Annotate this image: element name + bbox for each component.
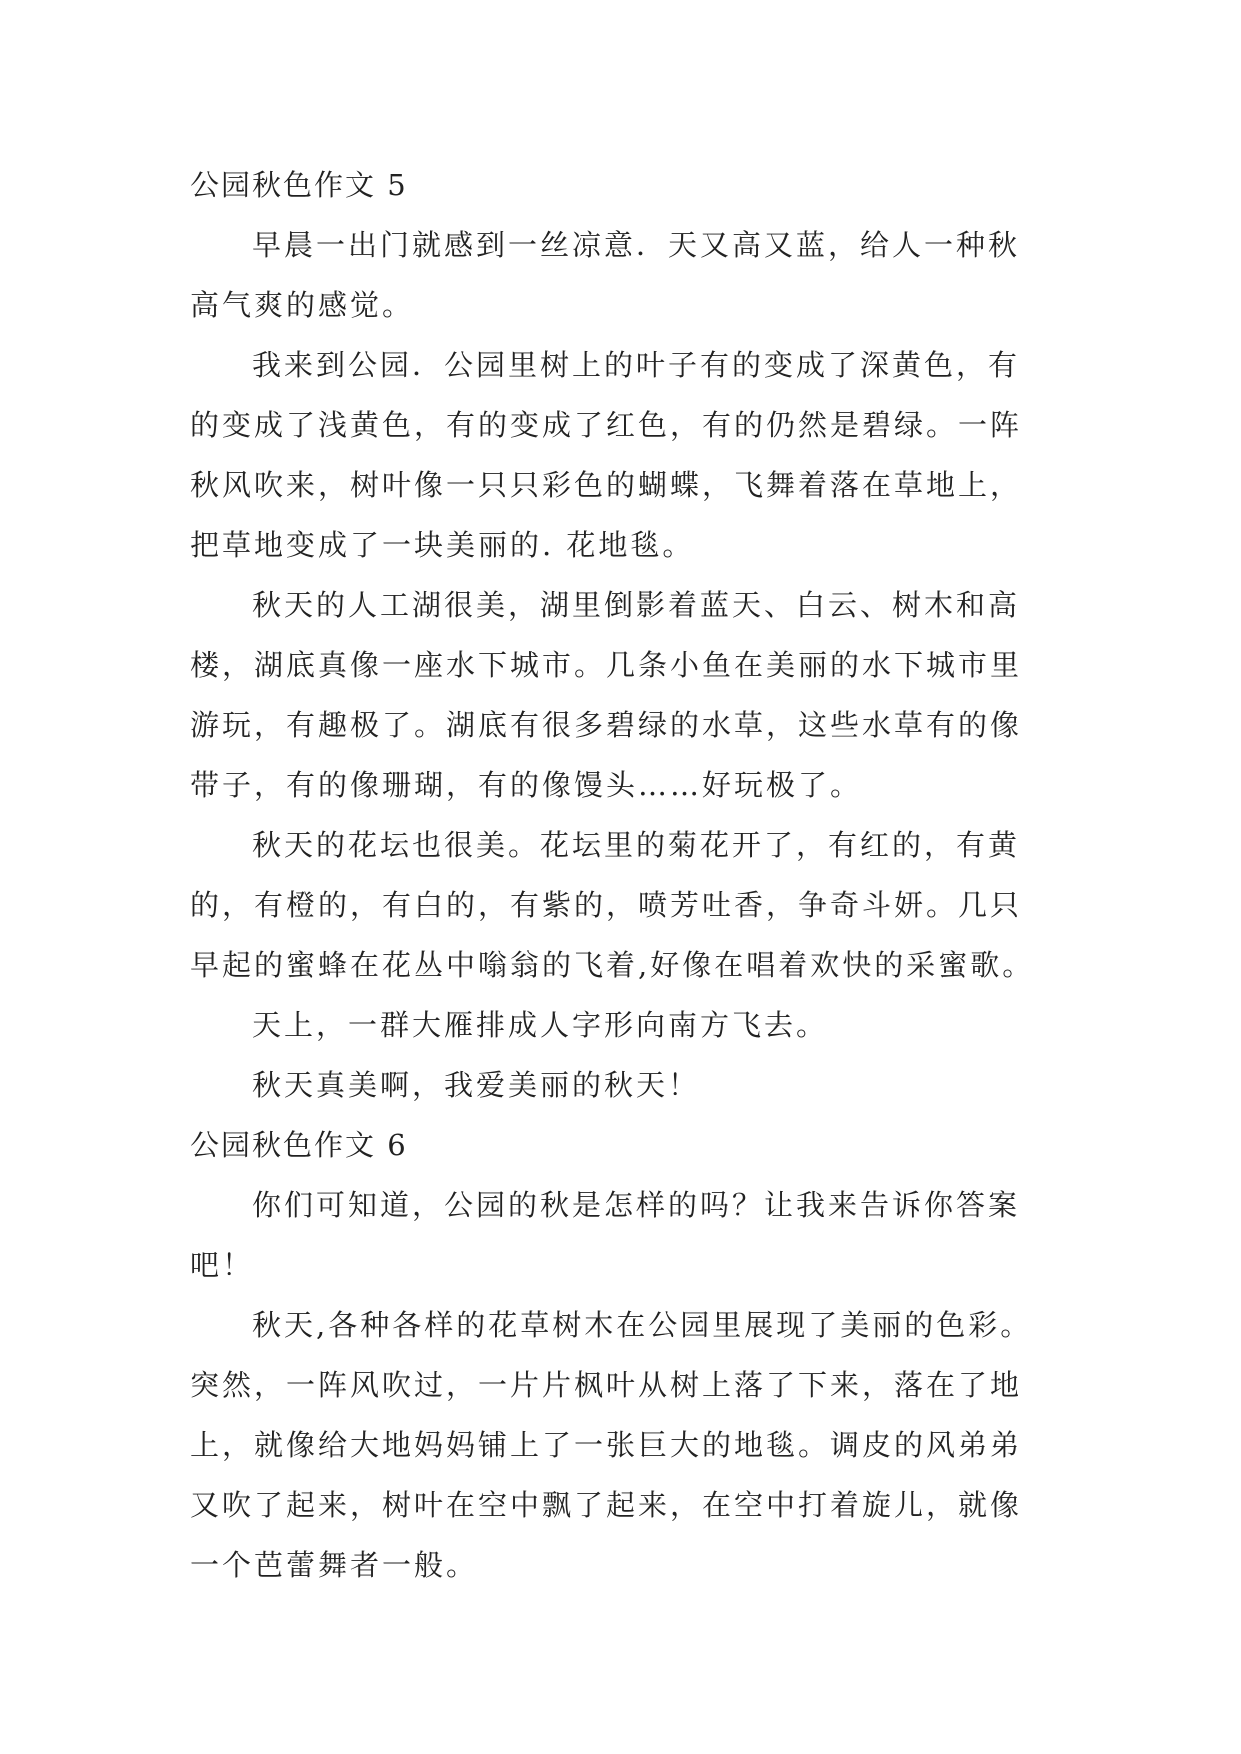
- paragraph-line: 早晨一出门就感到一丝凉意．天又高又蓝，给人一种秋: [252, 228, 1021, 262]
- paragraph-line: 秋天真美啊，我爱美丽的秋天！: [252, 1068, 701, 1102]
- paragraph-line: 上，就像给大地妈妈铺上了一张巨大的地毯。调皮的风弟弟: [190, 1428, 1023, 1462]
- paragraph-line: 秋天的花坛也很美。花坛里的菊花开了，有红的，有黄: [252, 828, 1021, 862]
- paragraph-line: 游玩，有趣极了。湖底有很多碧绿的水草，这些水草有的像: [190, 708, 1023, 742]
- paragraph-line: 的，有橙的，有白的，有紫的，喷芳吐香，争奇斗妍。几只: [190, 888, 1023, 922]
- paragraph-line: 把草地变成了一块美丽的. 花地毯。: [190, 528, 695, 562]
- paragraph-line: 楼，湖底真像一座水下城市。几条小鱼在美丽的水下城市里: [190, 648, 1023, 682]
- paragraph-line: 又吹了起来，树叶在空中飘了起来，在空中打着旋儿，就像: [190, 1488, 1023, 1522]
- paragraph-line: 吧！: [190, 1248, 255, 1282]
- paragraph-line: 高气爽的感觉。: [190, 288, 415, 322]
- section-title: 公园秋色作文 5: [190, 168, 408, 202]
- paragraph-line: 秋天的人工湖很美，湖里倒影着蓝天、白云、树木和高: [252, 588, 1021, 622]
- paragraph-line: 早起的蜜蜂在花丛中嗡翁的飞着,好像在唱着欢快的采蜜歌。: [190, 948, 1035, 982]
- paragraph-line: 天上，一群大雁排成人字形向南方飞去。: [252, 1008, 829, 1042]
- paragraph-line: 突然，一阵风吹过，一片片枫叶从树上落了下来，落在了地: [190, 1368, 1023, 1402]
- paragraph-line: 秋天,各种各样的花草树木在公园里展现了美丽的色彩。: [252, 1308, 1033, 1342]
- section-title: 公园秋色作文 6: [190, 1128, 408, 1162]
- paragraph-line: 秋风吹来，树叶像一只只彩色的蝴蝶，飞舞着落在草地上，: [190, 468, 1023, 502]
- paragraph-line: 一个芭蕾舞者一般。: [190, 1548, 479, 1582]
- document-body: [190, 155, 1060, 1595]
- paragraph-line: 带子，有的像珊瑚，有的像馒头……好玩极了。: [190, 768, 863, 802]
- paragraph-line: 你们可知道，公园的秋是怎样的吗？让我来告诉你答案: [252, 1188, 1021, 1222]
- paragraph-line: 的变成了浅黄色，有的变成了红色，有的仍然是碧绿。一阵: [190, 408, 1023, 442]
- paragraph-line: 我来到公园．公园里树上的叶子有的变成了深黄色，有: [252, 348, 1021, 382]
